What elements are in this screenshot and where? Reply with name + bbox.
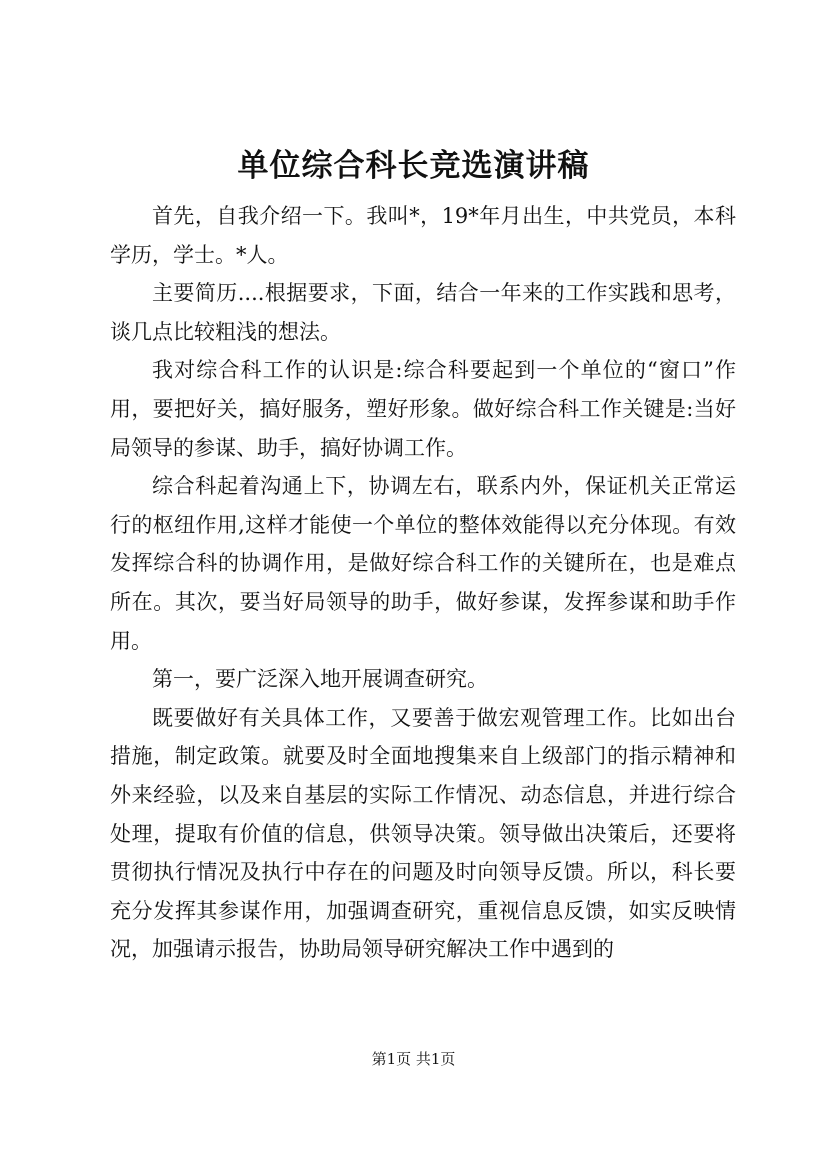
document-body (110, 197, 736, 969)
page-number: 第1页 共1页 (371, 1050, 456, 1068)
document-title: 单位综合科长竞选演讲稿 (237, 148, 590, 184)
paragraph-resume: 主要简历....根据要求，下面，结合一年来的工作实践和思考，谈几点比较粗浅的想法。 (110, 281, 736, 344)
paragraph-first-point: 第一，要广泛深入地开展调查研究。 (152, 667, 488, 692)
paragraph-research: 既要做好有关具体工作，又要善于做宏观管理工作。比如出台措施，制定政策。就要及时全面地搜集来自上级部门的指示精神和外来经验，以及来自基层的实际工作情况、动态信息，并进行综合处理，提取有价值的信息，供领导决策。领导做出决策后，还要将贯彻执行情况及执行中存在的问题及时向领导反馈。所以，科长要充分发挥其参谋作用，加强调查研究，重视信息反馈，如实反映情况，加强请示报告，协助局领导研究解决工作中遇到的 (110, 705, 736, 962)
paragraph-understanding: 我对综合科工作的认识是:综合科要起到一个单位的“窗口”作用，要把好关，搞好服务，塑好形象。做好综合科工作关键是:当好局领导的参谋、助手，搞好协调工作。 (110, 358, 736, 460)
paragraph-introduction: 首先，自我介绍一下。我叫*，19*年月出生，中共党员，本科学历，学士。*人。 (110, 204, 736, 267)
paragraph-coordination: 综合科起着沟通上下，协调左右，联系内外，保证机关正常运行的枢纽作用,这样才能使一个单位的整体效能得以充分体现。有效发挥综合科的协调作用，是做好综合科工作的关键所在，也是难点所在。其次，要当好局领导的助手，做好参谋，发挥参谋和助手作用。 (110, 474, 736, 653)
